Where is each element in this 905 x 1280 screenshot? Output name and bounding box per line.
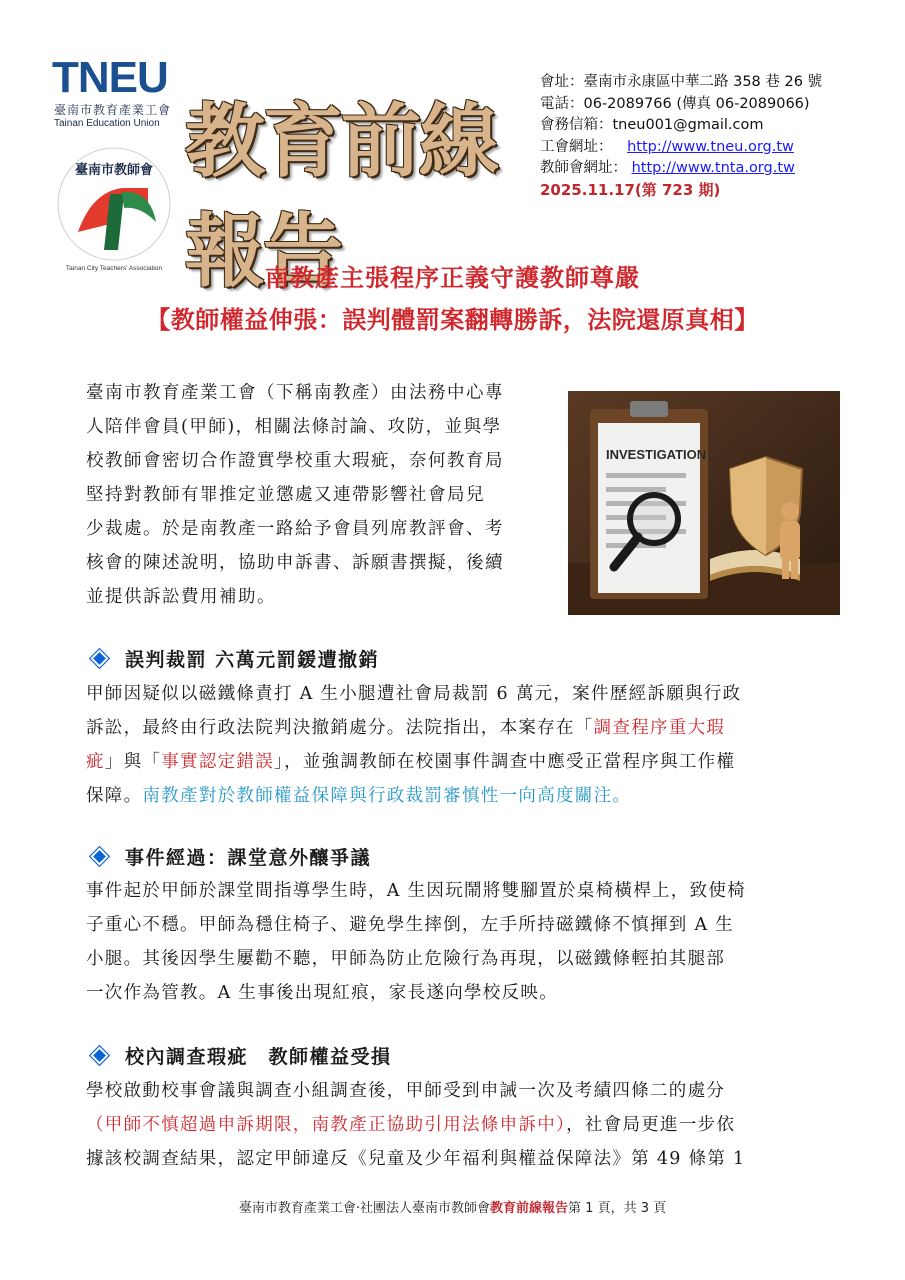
paragraph-line <box>86 745 826 779</box>
paragraph-line: 小腿。其後因學生屢勸不聽，甲師為防止危險行為再現，以磁鐵條輕拍其腿部 <box>86 949 726 969</box>
text-span: 」，並強調教師在校園事件調查中應受正當程序與工作權 <box>274 752 736 772</box>
section-paragraph <box>86 874 826 1010</box>
contact-phone: 電話：06-2089766 (傳真 06-2089066) <box>540 95 810 112</box>
text-span: 保障。 <box>86 786 143 806</box>
section-heading-text: 誤判裁罰 六萬元罰鍰遭撤銷 <box>125 649 380 671</box>
contact-email: 會務信箱：tneu001@gmail.com <box>540 117 764 133</box>
intro-paragraph <box>86 376 551 614</box>
section-heading <box>88 1042 392 1069</box>
union-site-row <box>540 137 900 159</box>
paragraph-line <box>86 1108 826 1142</box>
logo-text: TNEU <box>52 53 168 102</box>
assoc-site-label: 教師會網址： <box>540 160 627 176</box>
investigation-photo <box>568 391 840 615</box>
section-paragraph <box>86 677 826 813</box>
highlight-red: 調查程序重大瑕 <box>593 718 726 738</box>
union-site-label: 工會網址： <box>540 138 613 155</box>
section-heading <box>88 843 371 870</box>
paragraph-line: 一次作為管教。A 生事後出現紅痕，家長遂向學校反映。 <box>86 983 558 1003</box>
diamond-bullet-icon <box>89 1045 110 1066</box>
intro-line: 人陪伴會員(甲師)，相關法條討論、攻防，並與學 <box>86 417 502 437</box>
highlight-red: 事實認定錯誤 <box>161 752 275 772</box>
contact-address: 會址：臺南市永康區中華二路 358 巷 26 號 <box>540 74 823 90</box>
intro-line: 臺南市教育產業工會（下稱南教產）由法務中心專 <box>86 383 504 403</box>
footer-page: 第 1 頁，共 3 頁 <box>568 1201 667 1216</box>
main-title: 南教產主張程序正義守護教師尊嚴 <box>265 263 640 292</box>
highlight-blue: 南教產對於教師權益保障與行政裁罰審慎性一向高度關注。 <box>142 786 632 806</box>
paragraph-line: 甲師因疑似以磁鐵條責打 A 生小腿遭社會局裁罰 6 萬元，案件歷經訴願與行政 <box>86 684 742 704</box>
page-footer <box>0 1197 905 1216</box>
intro-line: 並提供訴訟費用補助。 <box>86 587 276 607</box>
logo-cn: 臺南市教育產業工會 <box>54 103 172 117</box>
intro-line: 少裁處。於是南教產一路給予會員列席教評會、考 <box>86 519 504 539</box>
diamond-bullet-icon <box>89 846 110 867</box>
union-site-link[interactable]: http://www.tneu.org.tw <box>627 138 794 155</box>
diamond-bullet-icon <box>89 648 110 669</box>
section-heading-text: 事件經過：課堂意外釀爭議 <box>125 847 372 869</box>
logo-en: Tainan Education Union <box>54 118 160 129</box>
section-paragraph <box>86 1074 826 1176</box>
masthead-title: 教育前線報告 <box>185 94 497 298</box>
assoc-logo-cn: 臺南市教師會 <box>74 163 154 178</box>
paragraph-line: 據該校調查結果，認定甲師違反《兒童及少年福利與權益保障法》第 49 條第 1 <box>86 1149 746 1169</box>
paragraph-line: 事件起於甲師於課堂間指導學生時，A 生因玩鬧將雙腳置於桌椅橫桿上，致使椅 <box>86 881 746 901</box>
assoc-logo-en: Tainan City Teachers' Association <box>65 265 163 272</box>
photo-label: INVESTIGATION <box>606 447 707 462</box>
paragraph-line <box>86 779 826 813</box>
paragraph-line: 學校啟動校事會議與調查小組調查後，甲師受到申誡一次及考績四條二的處分 <box>86 1081 726 1101</box>
footer-org: 臺南市教育產業工會‧社團法人臺南市教師會 <box>238 1201 491 1216</box>
highlight-red: 疵 <box>86 752 105 772</box>
highlight-red: （甲師不慎超過申訴期限，南教產正協助引用法條申訴中） <box>86 1115 567 1135</box>
teachers-association-logo-icon <box>52 132 177 277</box>
text-span: ，社會局更進一步依 <box>566 1115 736 1135</box>
sub-title: 【教師權益伸張：誤判體罰案翻轉勝訴，法院還原真相】 <box>146 305 759 334</box>
union-logo <box>52 53 177 272</box>
section-heading <box>88 645 379 672</box>
assoc-site-link[interactable]: http://www.tnta.org.tw <box>631 160 795 176</box>
footer-publication: 教育前線報告 <box>490 1201 569 1216</box>
text-span: 」與「 <box>104 752 162 772</box>
intro-line: 校教師會密切合作證實學校重大瑕疵，奈何教育局 <box>86 451 504 471</box>
paragraph-line: 子重心不穩。甲師為穩住椅子、避免學生摔倒，左手所持磁鐵條不慎揮到 A 生 <box>86 915 735 935</box>
intro-line: 堅持對教師有罪推定並懲處又連帶影響社會局兒 <box>86 485 485 505</box>
paragraph-line <box>86 711 826 745</box>
issue-date: 2025.11.17(第 723 期) <box>540 180 721 199</box>
intro-line: 核會的陳述說明，協助申訴書、訴願書撰擬，後續 <box>86 553 504 573</box>
contact-info <box>540 72 900 201</box>
section-heading-text: 校內調查瑕疵 教師權益受損 <box>125 1046 392 1068</box>
assoc-site-row <box>540 158 900 180</box>
text-span: 訴訟，最終由行政法院判決撤銷處分。法院指出，本案存在「 <box>86 718 594 738</box>
